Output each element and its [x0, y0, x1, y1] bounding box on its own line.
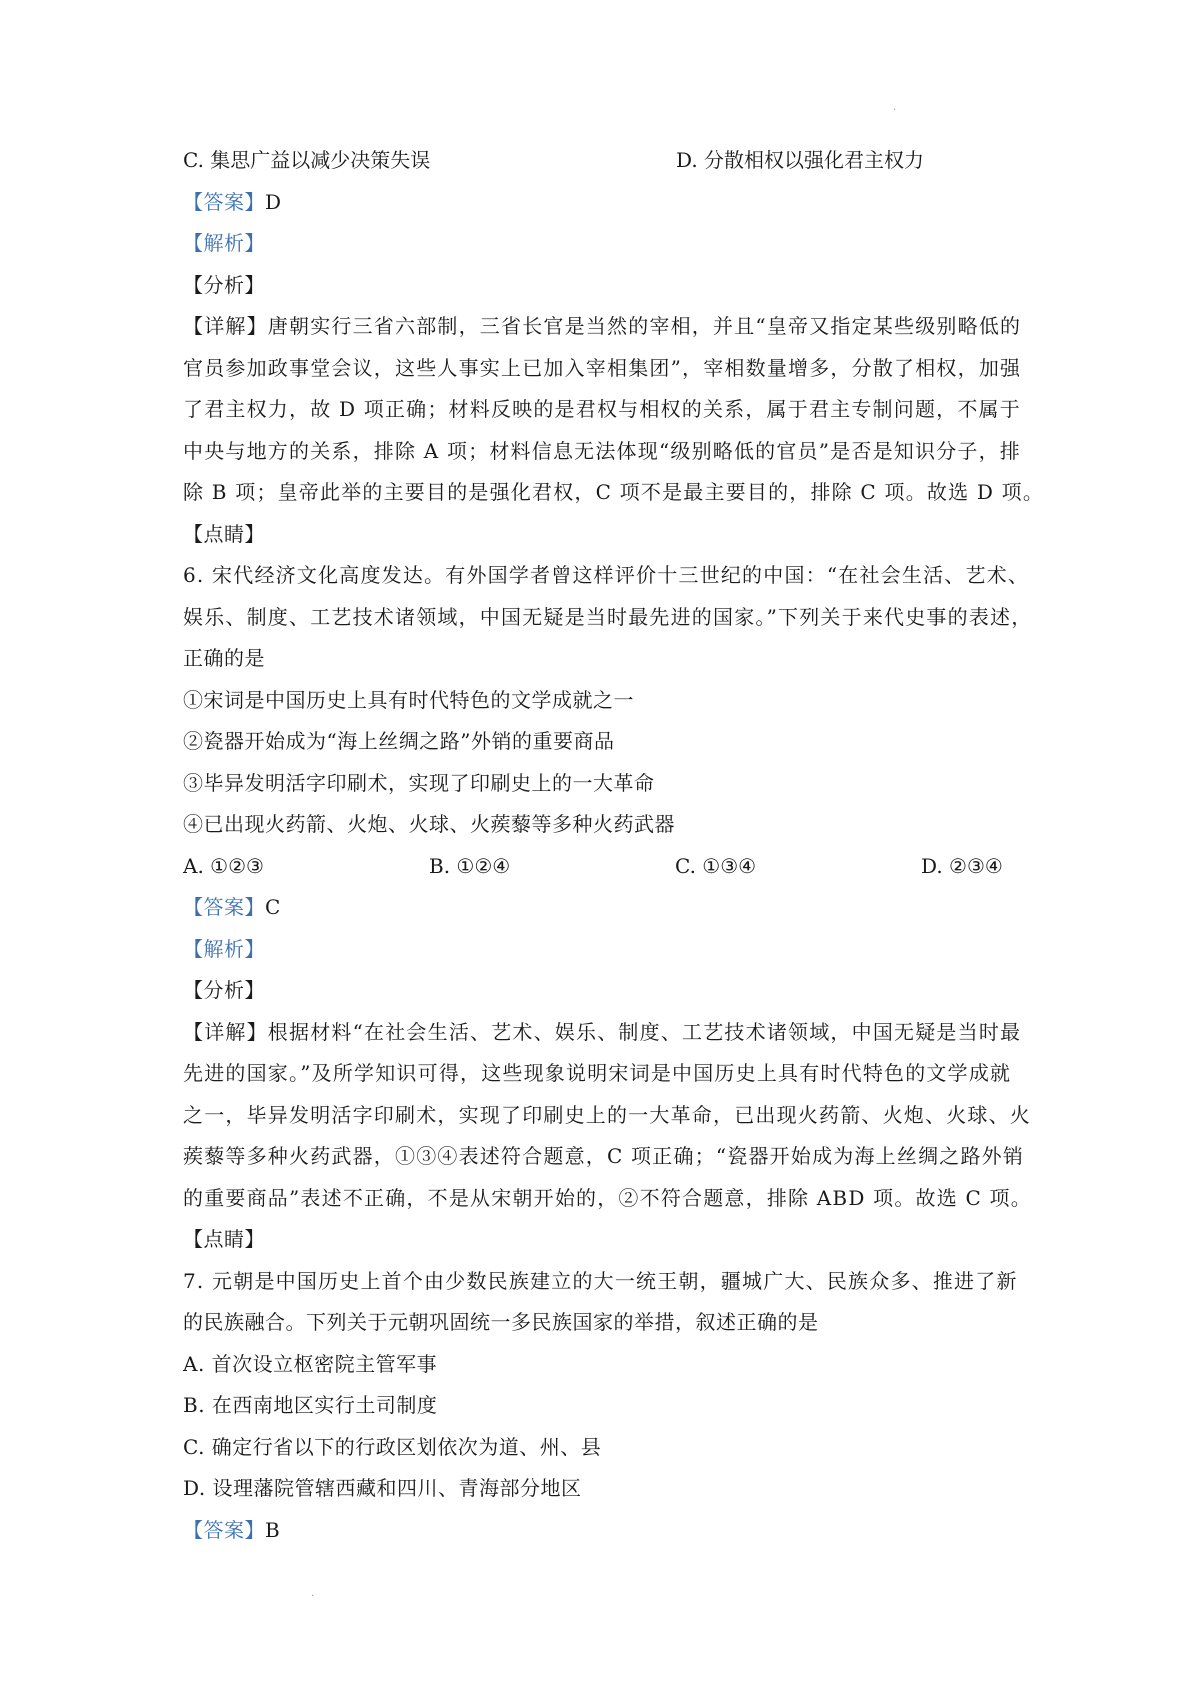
document-page — [183, 140, 1045, 1551]
q6-option-a[interactable]: A. ①②③ — [183, 853, 264, 878]
q6-stem-line: 娱乐、制度、工艺技术诸领域，中国无疑是当时最先进的国家。”下列关于来代史事的表述， — [183, 604, 1033, 629]
answer-tag: 【答案】 — [183, 1517, 265, 1542]
scan-mark: . — [893, 102, 897, 113]
q6-detail-line: 的重要商品”表述不正确，不是从宋朝开始的，②不符合题意，排除 ABD 项。故选 C 项。 — [183, 1185, 1032, 1210]
q5-detail-line: 除 B 项；皇帝此举的主要目的是强化君权，C 项不是最主要目的，排除 C 项。故选 D 项。 — [183, 480, 1045, 504]
q5-fenxi-tag: 【分析】 — [183, 272, 265, 297]
q6-option-b[interactable]: B. ①②④ — [429, 853, 511, 878]
q6-statement: ④已出现火药箭、火炮、火球、火蒺藜等多种火药武器 — [183, 812, 675, 836]
q6-option-c[interactable]: C. ①③④ — [675, 853, 757, 878]
q7-option-d[interactable]: D. 设理藩院管辖西藏和四川、青海部分地区 — [183, 1476, 582, 1500]
q7-option-c[interactable]: C. 确定行省以下的行政区划依次为道、州、县 — [183, 1434, 602, 1459]
q5-answer — [183, 182, 1023, 224]
q6-detail-line: 【详解】根据材料“在社会生活、艺术、娱乐、制度、工艺技术诸领域，中国无疑是当时最 — [183, 1019, 1022, 1044]
q5-detail — [183, 306, 1045, 514]
q6-statement: ①宋词是中国历史上具有时代特色的文学成就之一 — [183, 687, 634, 712]
q6-stem — [183, 555, 1033, 680]
q6-options-row — [183, 846, 1023, 888]
q6-option-d[interactable]: D. ②③④ — [921, 853, 1003, 878]
q6-fenxi-tag: 【分析】 — [183, 978, 265, 1002]
q6-detail-line: 蒺藜等多种火药武器，①③④表述符合题意，C 项正确；“瓷器开始成为海上丝绸之路外销 — [183, 1144, 1025, 1168]
q6-stem-line: 正确的是 — [183, 646, 265, 670]
answer-tag: 【答案】 — [183, 189, 265, 214]
q5-analysis-tag: 【解析】 — [183, 231, 265, 255]
q6-detail-line: 先进的国家。”及所学知识可得，这些现象说明宋词是中国历史上具有时代特色的文学成就 — [183, 1061, 1012, 1085]
q5-dianjing-tag: 【点睛】 — [183, 521, 265, 546]
q5-detail-line: 官员参加政事堂会议，这些人事实上已加入宰相集团”，宰相数量增多，分散了相权，加强 — [183, 355, 1022, 380]
q6-dianjing-tag: 【点睛】 — [183, 1227, 265, 1251]
q7-stem-line: 7. 元朝是中国历史上首个由少数民族建立的大一统王朝，疆城广大、民族众多、推进了新 — [183, 1268, 1018, 1293]
scan-mark: . — [311, 1588, 315, 1599]
q6-statement: ③毕异发明活字印刷术，实现了印刷史上的一大革命 — [183, 770, 655, 795]
q5-answer-value: D — [265, 189, 282, 214]
q5-detail-line: 了君主权力，故 D 项正确；材料反映的是君权与相权的关系，属于君主专制问题，不属于 — [183, 397, 1021, 421]
q5-options-row — [183, 140, 1023, 182]
q6-detail — [183, 1012, 1032, 1220]
q6-detail-line: 之一，毕异发明活字印刷术，实现了印刷史上的一大革命，已出现火药箭、火炮、火球、火 — [183, 1102, 1031, 1127]
q5-detail-line: 中央与地方的关系，排除 A 项；材料信息无法体现“级别略低的官员”是否是知识分子，排 — [183, 438, 1022, 463]
q5-option-c[interactable]: C. 集思广益以减少决策失误 — [183, 148, 431, 172]
q6-statements — [183, 680, 1023, 846]
q7-answer — [183, 1510, 1023, 1552]
answer-tag: 【答案】 — [183, 895, 265, 919]
q7-answer-value: B — [265, 1517, 281, 1542]
q6-answer-value: C — [265, 895, 281, 919]
q6-stem-line: 6. 宋代经济文化高度发达。有外国学者曾这样评价十三世纪的中国：“在社会生活、艺术、 — [183, 563, 1030, 587]
q7-option-b[interactable]: B. 在西南地区实行土司制度 — [183, 1393, 438, 1417]
q6-answer — [183, 887, 1023, 929]
q6-analysis-tag: 【解析】 — [183, 936, 265, 961]
q7-stem-line: 的民族融合。下列关于元朝巩固统一多民族国家的举措，叙述正确的是 — [183, 1310, 819, 1334]
q7-option-a[interactable]: A. 首次设立枢密院主管军事 — [183, 1351, 438, 1376]
q7-options — [183, 1344, 1023, 1510]
q5-detail-line: 【详解】唐朝实行三省六部制，三省长官是当然的宰相，并且“皇帝又指定某些级别略低的 — [183, 314, 1022, 338]
q7-stem — [183, 1261, 1023, 1344]
q6-statement: ②瓷器开始成为“海上丝绸之路”外销的重要商品 — [183, 729, 615, 753]
q5-option-d[interactable]: D. 分散相权以强化君主权力 — [676, 148, 925, 172]
